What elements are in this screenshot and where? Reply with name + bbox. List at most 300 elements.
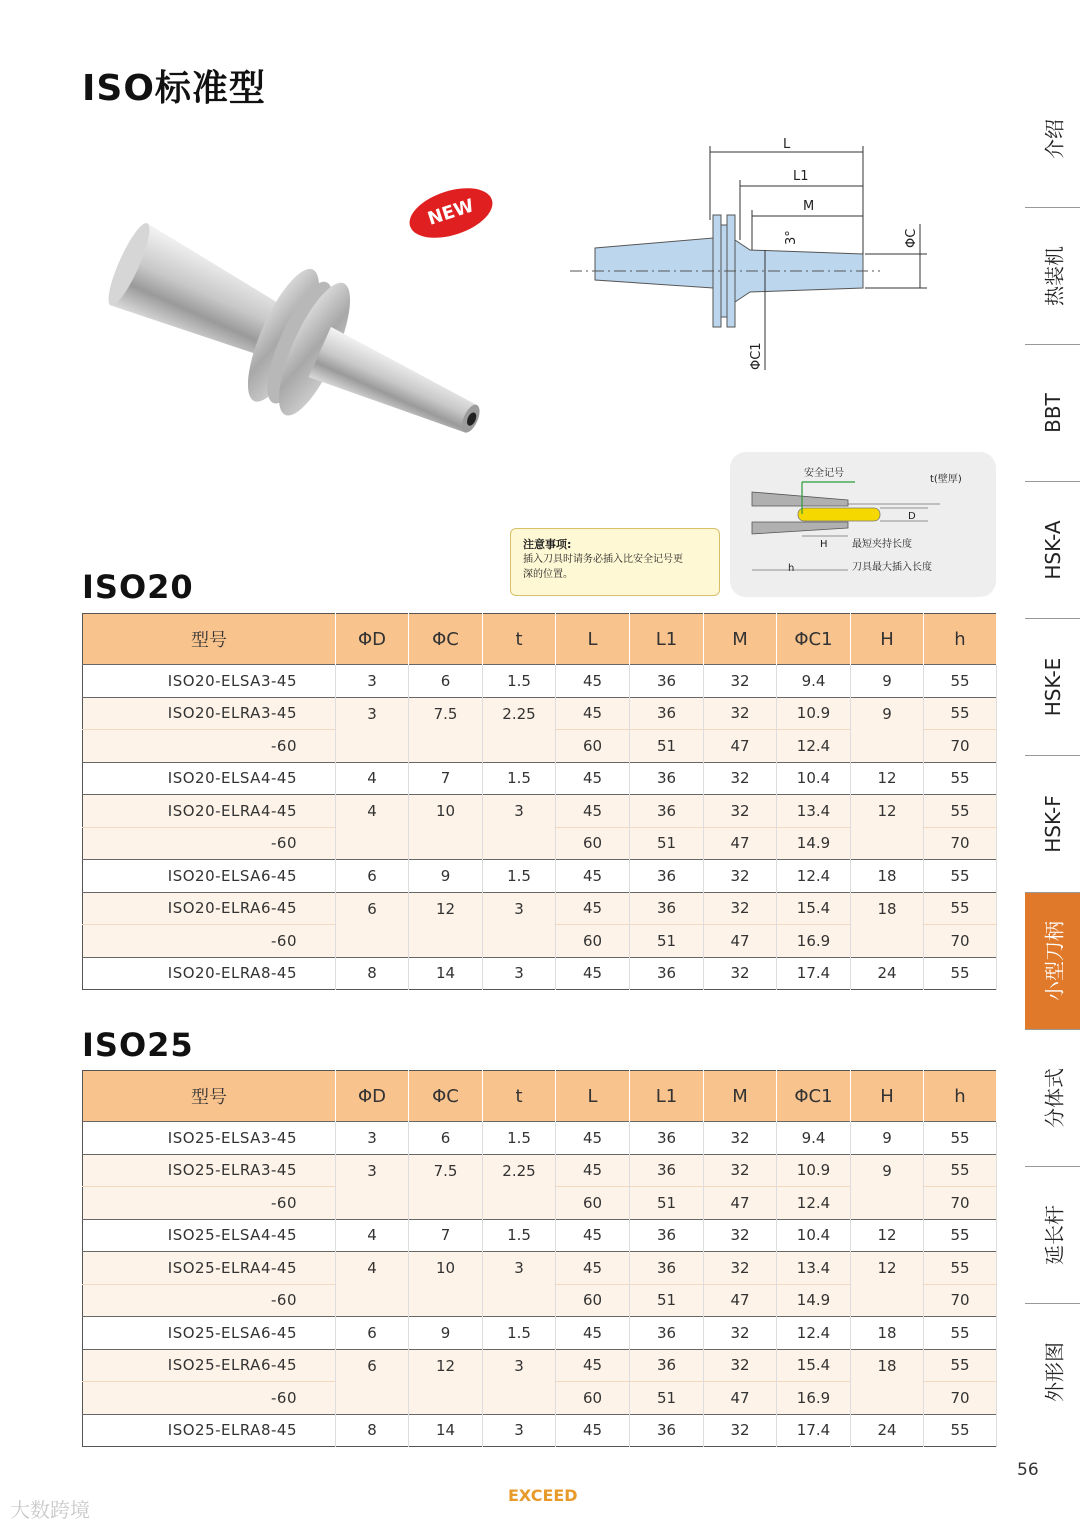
safety-mark-diagram bbox=[730, 452, 996, 597]
tab-label: 介绍 bbox=[1042, 118, 1066, 159]
table-cell: 32 bbox=[704, 795, 777, 828]
table-cell: 32 bbox=[704, 892, 777, 925]
table-cell: 13.4 bbox=[777, 795, 851, 828]
table-cell: ISO20-ELRA3-45 bbox=[83, 697, 336, 730]
table-cell: 45 bbox=[556, 1219, 630, 1252]
table-cell: 55 bbox=[924, 795, 997, 828]
table-cell: 55 bbox=[924, 762, 997, 795]
table-cell: 7 bbox=[409, 762, 483, 795]
table-cell: 12.4 bbox=[777, 730, 851, 763]
tab-label: 延长杆 bbox=[1042, 1204, 1066, 1265]
tab-5[interactable] bbox=[1025, 755, 1080, 892]
table-cell: 32 bbox=[704, 1252, 777, 1285]
table-cell: 6 bbox=[409, 665, 483, 698]
table-cell: 12 bbox=[409, 892, 483, 925]
table-cell: 12.4 bbox=[777, 1317, 851, 1350]
note-line-2: 深的位置。 bbox=[523, 569, 573, 580]
tab-label: 分体式 bbox=[1042, 1067, 1066, 1128]
table-cell bbox=[483, 1382, 556, 1415]
table-cell: 51 bbox=[630, 1382, 704, 1415]
side-tabs bbox=[1025, 70, 1080, 1420]
D-label: D bbox=[908, 511, 916, 522]
tab-label: HSK-F bbox=[1040, 794, 1065, 853]
table-cell: 45 bbox=[556, 1317, 630, 1350]
table-cell: 36 bbox=[630, 1414, 704, 1447]
dim-angle: 3° bbox=[784, 230, 799, 245]
table-cell bbox=[851, 1382, 924, 1415]
table-cell: 8 bbox=[336, 1414, 409, 1447]
table-cell: 36 bbox=[630, 957, 704, 990]
table-cell: 3 bbox=[336, 697, 409, 730]
table-cell: 6 bbox=[336, 860, 409, 893]
tab-divider bbox=[1025, 207, 1080, 208]
table-cell: 70 bbox=[924, 925, 997, 958]
tab-divider bbox=[1025, 344, 1080, 345]
table-cell: 7.5 bbox=[409, 1154, 483, 1187]
column-header: ΦC bbox=[409, 1071, 483, 1122]
table-cell: 55 bbox=[924, 892, 997, 925]
table-cell: 8 bbox=[336, 957, 409, 990]
table-cell: 15.4 bbox=[777, 892, 851, 925]
table-cell: 1.5 bbox=[483, 1122, 556, 1155]
new-badge: NEW bbox=[425, 195, 477, 230]
table-cell: 32 bbox=[704, 1317, 777, 1350]
table-cell: 32 bbox=[704, 1349, 777, 1382]
table-row bbox=[83, 892, 997, 925]
table-cell: 1.5 bbox=[483, 1219, 556, 1252]
table-cell: 12 bbox=[409, 1349, 483, 1382]
table-cell: 60 bbox=[556, 827, 630, 860]
table-cell: 55 bbox=[924, 1122, 997, 1155]
table-cell: 9.4 bbox=[777, 1122, 851, 1155]
H-label: H bbox=[820, 539, 828, 550]
table-cell: 60 bbox=[556, 925, 630, 958]
table-cell: 16.9 bbox=[777, 925, 851, 958]
table-cell: 18 bbox=[851, 1317, 924, 1350]
table-cell: 24 bbox=[851, 1414, 924, 1447]
table-cell bbox=[336, 730, 409, 763]
table-cell: 10.4 bbox=[777, 1219, 851, 1252]
table-cell: 36 bbox=[630, 665, 704, 698]
column-header: H bbox=[851, 1071, 924, 1122]
table-cell: 3 bbox=[483, 892, 556, 925]
tab-8[interactable] bbox=[1025, 1166, 1080, 1303]
column-header: M bbox=[704, 614, 777, 665]
table-cell: 12.4 bbox=[777, 860, 851, 893]
table-row bbox=[83, 1317, 997, 1350]
table-cell: 55 bbox=[924, 1414, 997, 1447]
table-cell: 1.5 bbox=[483, 665, 556, 698]
table-row bbox=[83, 1382, 997, 1415]
max-insert-label: 刀具最大插入长度 bbox=[852, 562, 932, 573]
table-cell: 9 bbox=[851, 697, 924, 730]
table-cell: ISO25-ELSA4-45 bbox=[83, 1219, 336, 1252]
table-row bbox=[83, 1252, 997, 1285]
table-cell bbox=[409, 1382, 483, 1415]
table-cell: 3 bbox=[483, 1252, 556, 1285]
table-cell: -60 bbox=[83, 1284, 336, 1317]
table-cell bbox=[409, 1284, 483, 1317]
table-cell: 51 bbox=[630, 1284, 704, 1317]
table-cell: 3 bbox=[483, 1414, 556, 1447]
table-cell: ISO25-ELRA4-45 bbox=[83, 1252, 336, 1285]
table-cell: 3 bbox=[336, 1154, 409, 1187]
table-row bbox=[83, 1154, 997, 1187]
table-cell: 36 bbox=[630, 1349, 704, 1382]
tab-9[interactable] bbox=[1025, 1303, 1080, 1440]
table-cell: 3 bbox=[336, 1122, 409, 1155]
table-cell: 13.4 bbox=[777, 1252, 851, 1285]
table-cell bbox=[851, 1284, 924, 1317]
table-cell: ISO20-ELSA4-45 bbox=[83, 762, 336, 795]
table-cell: 32 bbox=[704, 1219, 777, 1252]
table-cell: 32 bbox=[704, 762, 777, 795]
table-cell: 10.4 bbox=[777, 762, 851, 795]
column-header: ΦD bbox=[336, 1071, 409, 1122]
tab-3[interactable] bbox=[1025, 481, 1080, 618]
table-cell: 17.4 bbox=[777, 1414, 851, 1447]
table-cell: 51 bbox=[630, 925, 704, 958]
table-cell: 45 bbox=[556, 795, 630, 828]
iso25-table bbox=[82, 1070, 997, 1447]
watermark: 大数跨境 bbox=[10, 1498, 90, 1522]
column-header: M bbox=[704, 1071, 777, 1122]
table-cell: 36 bbox=[630, 860, 704, 893]
table-cell: 55 bbox=[924, 1252, 997, 1285]
dim-L: L bbox=[783, 137, 791, 152]
column-header: L bbox=[556, 614, 630, 665]
table-cell: 32 bbox=[704, 1414, 777, 1447]
tab-divider bbox=[1025, 481, 1080, 482]
table-cell: 18 bbox=[851, 860, 924, 893]
table-cell: 24 bbox=[851, 957, 924, 990]
table-cell: 3 bbox=[483, 795, 556, 828]
table-header-row bbox=[83, 614, 997, 665]
table-cell: 10.9 bbox=[777, 1154, 851, 1187]
column-header: t bbox=[483, 1071, 556, 1122]
table-row bbox=[83, 827, 997, 860]
column-header: 型号 bbox=[83, 1071, 336, 1122]
table-cell: 3 bbox=[336, 665, 409, 698]
tab-divider bbox=[1025, 618, 1080, 619]
table-cell: 10 bbox=[409, 795, 483, 828]
table-cell bbox=[851, 730, 924, 763]
table-cell: 47 bbox=[704, 925, 777, 958]
column-header: h bbox=[924, 614, 997, 665]
table-cell: 12.4 bbox=[777, 1187, 851, 1220]
table-cell: 55 bbox=[924, 1219, 997, 1252]
tab-label: HSK-E bbox=[1040, 657, 1065, 716]
tab-2[interactable] bbox=[1025, 344, 1080, 481]
column-header: 型号 bbox=[83, 614, 336, 665]
table-cell bbox=[483, 730, 556, 763]
table-cell: 55 bbox=[924, 1349, 997, 1382]
table-cell: ISO20-ELRA8-45 bbox=[83, 957, 336, 990]
table-cell: 36 bbox=[630, 1317, 704, 1350]
table-header-row bbox=[83, 1071, 997, 1122]
table-row bbox=[83, 1414, 997, 1447]
table-cell: 14 bbox=[409, 1414, 483, 1447]
table-cell: 6 bbox=[336, 892, 409, 925]
table-cell: ISO25-ELRA8-45 bbox=[83, 1414, 336, 1447]
table-cell: 7.5 bbox=[409, 697, 483, 730]
table-cell bbox=[483, 1187, 556, 1220]
table-row bbox=[83, 860, 997, 893]
table-cell: 17.4 bbox=[777, 957, 851, 990]
table-cell: 51 bbox=[630, 827, 704, 860]
table-cell: 45 bbox=[556, 1154, 630, 1187]
table-cell: ISO25-ELRA3-45 bbox=[83, 1154, 336, 1187]
table-cell: 60 bbox=[556, 1382, 630, 1415]
table-cell: 36 bbox=[630, 892, 704, 925]
table-cell: 55 bbox=[924, 1317, 997, 1350]
table-cell: ISO25-ELSA6-45 bbox=[83, 1317, 336, 1350]
table-cell: 12 bbox=[851, 1219, 924, 1252]
table-cell: 36 bbox=[630, 1154, 704, 1187]
table-cell: 12 bbox=[851, 762, 924, 795]
table-cell: 32 bbox=[704, 1122, 777, 1155]
table-cell: 1.5 bbox=[483, 860, 556, 893]
table-cell: 51 bbox=[630, 730, 704, 763]
table-cell: 55 bbox=[924, 957, 997, 990]
tab-divider bbox=[1025, 1166, 1080, 1167]
table-cell bbox=[851, 925, 924, 958]
iso20-title: ISO20 bbox=[82, 568, 194, 606]
table-cell: 32 bbox=[704, 697, 777, 730]
table-cell: 4 bbox=[336, 795, 409, 828]
tab-divider bbox=[1025, 1303, 1080, 1304]
table-cell: 1.5 bbox=[483, 762, 556, 795]
table-cell: ISO25-ELRA6-45 bbox=[83, 1349, 336, 1382]
table-cell: 9 bbox=[851, 1154, 924, 1187]
column-header: t bbox=[483, 614, 556, 665]
table-cell: 7 bbox=[409, 1219, 483, 1252]
table-cell: 9 bbox=[851, 665, 924, 698]
table-cell: 70 bbox=[924, 730, 997, 763]
tab-label: 外形图 bbox=[1042, 1341, 1066, 1402]
table-cell: 45 bbox=[556, 1122, 630, 1155]
tab-label: 小型刀柄 bbox=[1042, 920, 1066, 1001]
table-cell: 12 bbox=[851, 795, 924, 828]
table-cell: 6 bbox=[336, 1317, 409, 1350]
tab-label: BBT bbox=[1040, 392, 1065, 433]
table-cell: 70 bbox=[924, 1382, 997, 1415]
table-cell bbox=[336, 1284, 409, 1317]
table-cell: 4 bbox=[336, 762, 409, 795]
table-cell: -60 bbox=[83, 1382, 336, 1415]
table-cell: 45 bbox=[556, 860, 630, 893]
table-cell: 10.9 bbox=[777, 697, 851, 730]
table-cell: 45 bbox=[556, 892, 630, 925]
column-header: ΦD bbox=[336, 614, 409, 665]
table-cell: 6 bbox=[336, 1349, 409, 1382]
table-cell: 36 bbox=[630, 1252, 704, 1285]
table-row bbox=[83, 1349, 997, 1382]
table-cell bbox=[483, 1284, 556, 1317]
dim-M: M bbox=[803, 199, 815, 214]
table-cell: 36 bbox=[630, 697, 704, 730]
table-cell: 55 bbox=[924, 860, 997, 893]
table-cell: 70 bbox=[924, 1284, 997, 1317]
table-cell bbox=[409, 730, 483, 763]
caution-note bbox=[510, 528, 720, 596]
table-cell: 6 bbox=[409, 1122, 483, 1155]
table-cell: -60 bbox=[83, 1187, 336, 1220]
page-number: 56 bbox=[1017, 1460, 1039, 1480]
table-cell: 3 bbox=[483, 1349, 556, 1382]
table-cell: ISO20-ELSA6-45 bbox=[83, 860, 336, 893]
table-cell: 51 bbox=[630, 1187, 704, 1220]
table-cell: 3 bbox=[483, 957, 556, 990]
table-cell: ISO20-ELRA6-45 bbox=[83, 892, 336, 925]
note-title: 注意事项: bbox=[523, 538, 572, 551]
table-cell: 70 bbox=[924, 1187, 997, 1220]
table-cell: 16.9 bbox=[777, 1382, 851, 1415]
table-cell bbox=[409, 827, 483, 860]
dim-phiC: ΦC bbox=[904, 228, 919, 248]
table-cell: 9 bbox=[409, 860, 483, 893]
table-cell: 47 bbox=[704, 730, 777, 763]
table-cell: 2.25 bbox=[483, 1154, 556, 1187]
table-cell: -60 bbox=[83, 925, 336, 958]
table-cell: 45 bbox=[556, 957, 630, 990]
table-cell: -60 bbox=[83, 827, 336, 860]
h-label: h bbox=[788, 563, 795, 574]
wall-label: t(壁厚) bbox=[930, 474, 962, 485]
table-cell: 45 bbox=[556, 665, 630, 698]
table-cell bbox=[336, 1187, 409, 1220]
column-header: h bbox=[924, 1071, 997, 1122]
column-header: ΦC bbox=[409, 614, 483, 665]
table-cell: 55 bbox=[924, 1154, 997, 1187]
table-cell: 45 bbox=[556, 1349, 630, 1382]
column-header: H bbox=[851, 614, 924, 665]
table-cell: 70 bbox=[924, 827, 997, 860]
dim-L1: L1 bbox=[793, 169, 809, 184]
table-cell: 47 bbox=[704, 827, 777, 860]
dim-phiC1: ΦC1 bbox=[749, 342, 764, 370]
tab-1[interactable] bbox=[1025, 207, 1080, 344]
table-cell: 9.4 bbox=[777, 665, 851, 698]
table-cell: 60 bbox=[556, 730, 630, 763]
table-row bbox=[83, 925, 997, 958]
table-cell bbox=[336, 1382, 409, 1415]
table-row bbox=[83, 957, 997, 990]
table-cell: 47 bbox=[704, 1187, 777, 1220]
table-cell: 45 bbox=[556, 1414, 630, 1447]
iso25-title: ISO25 bbox=[82, 1026, 194, 1064]
table-cell: 18 bbox=[851, 1349, 924, 1382]
table-row bbox=[83, 730, 997, 763]
table-cell: 36 bbox=[630, 762, 704, 795]
table-row bbox=[83, 795, 997, 828]
table-cell bbox=[851, 827, 924, 860]
table-cell: 45 bbox=[556, 1252, 630, 1285]
table-row bbox=[83, 1284, 997, 1317]
table-cell: 2.25 bbox=[483, 697, 556, 730]
page-title: ISO标准型 bbox=[82, 68, 266, 109]
table-cell bbox=[336, 925, 409, 958]
table-cell: 1.5 bbox=[483, 1317, 556, 1350]
tab-0[interactable] bbox=[1025, 70, 1080, 207]
column-header: L bbox=[556, 1071, 630, 1122]
table-cell: 45 bbox=[556, 762, 630, 795]
safety-mark-label: 安全记号 bbox=[804, 468, 844, 479]
min-clamp-label: 最短夹持长度 bbox=[852, 539, 912, 550]
tab-divider bbox=[1025, 755, 1080, 756]
table-row bbox=[83, 665, 997, 698]
table-cell: 12 bbox=[851, 1252, 924, 1285]
table-row bbox=[83, 1187, 997, 1220]
column-header: ΦC1 bbox=[777, 1071, 851, 1122]
table-row bbox=[83, 1122, 997, 1155]
table-cell: 36 bbox=[630, 1122, 704, 1155]
table-cell bbox=[483, 827, 556, 860]
table-cell: 10 bbox=[409, 1252, 483, 1285]
table-cell: -60 bbox=[83, 730, 336, 763]
table-cell: 14.9 bbox=[777, 1284, 851, 1317]
table-cell: 60 bbox=[556, 1284, 630, 1317]
table-cell: 36 bbox=[630, 1219, 704, 1252]
table-cell bbox=[409, 925, 483, 958]
tab-label: 热装机 bbox=[1042, 245, 1066, 306]
table-cell: 9 bbox=[409, 1317, 483, 1350]
iso20-table bbox=[82, 613, 997, 990]
table-cell: 15.4 bbox=[777, 1349, 851, 1382]
table-cell: 55 bbox=[924, 665, 997, 698]
tab-7[interactable] bbox=[1025, 1029, 1080, 1166]
table-cell: 47 bbox=[704, 1382, 777, 1415]
table-cell: 9 bbox=[851, 1122, 924, 1155]
table-cell bbox=[483, 925, 556, 958]
table-cell: 4 bbox=[336, 1252, 409, 1285]
table-cell bbox=[851, 1187, 924, 1220]
tab-6[interactable] bbox=[1025, 892, 1080, 1029]
table-cell: ISO20-ELSA3-45 bbox=[83, 665, 336, 698]
table-row bbox=[83, 697, 997, 730]
tab-divider bbox=[1025, 1029, 1080, 1030]
table-cell: 32 bbox=[704, 1154, 777, 1187]
table-cell: 4 bbox=[336, 1219, 409, 1252]
table-cell: 32 bbox=[704, 860, 777, 893]
table-cell: ISO25-ELSA3-45 bbox=[83, 1122, 336, 1155]
table-cell: 55 bbox=[924, 697, 997, 730]
tab-4[interactable] bbox=[1025, 618, 1080, 755]
table-cell: 47 bbox=[704, 1284, 777, 1317]
brand-logo: EXCEED bbox=[508, 1486, 578, 1505]
table-cell: 32 bbox=[704, 665, 777, 698]
table-cell: 32 bbox=[704, 957, 777, 990]
tab-label: HSK-A bbox=[1040, 519, 1065, 580]
column-header: L1 bbox=[630, 1071, 704, 1122]
table-cell: 18 bbox=[851, 892, 924, 925]
table-row bbox=[83, 1219, 997, 1252]
table-cell: 14.9 bbox=[777, 827, 851, 860]
table-cell: 14 bbox=[409, 957, 483, 990]
column-header: L1 bbox=[630, 614, 704, 665]
table-cell: 45 bbox=[556, 697, 630, 730]
column-header: ΦC1 bbox=[777, 614, 851, 665]
table-row bbox=[83, 762, 997, 795]
table-cell bbox=[336, 827, 409, 860]
table-cell: 36 bbox=[630, 795, 704, 828]
table-cell: ISO20-ELRA4-45 bbox=[83, 795, 336, 828]
dimension-drawing bbox=[565, 130, 955, 380]
note-line-1: 插入刀具时请务必插入比安全记号更 bbox=[523, 554, 683, 565]
table-cell: 60 bbox=[556, 1187, 630, 1220]
table-cell bbox=[409, 1187, 483, 1220]
tab-divider bbox=[1025, 892, 1080, 893]
